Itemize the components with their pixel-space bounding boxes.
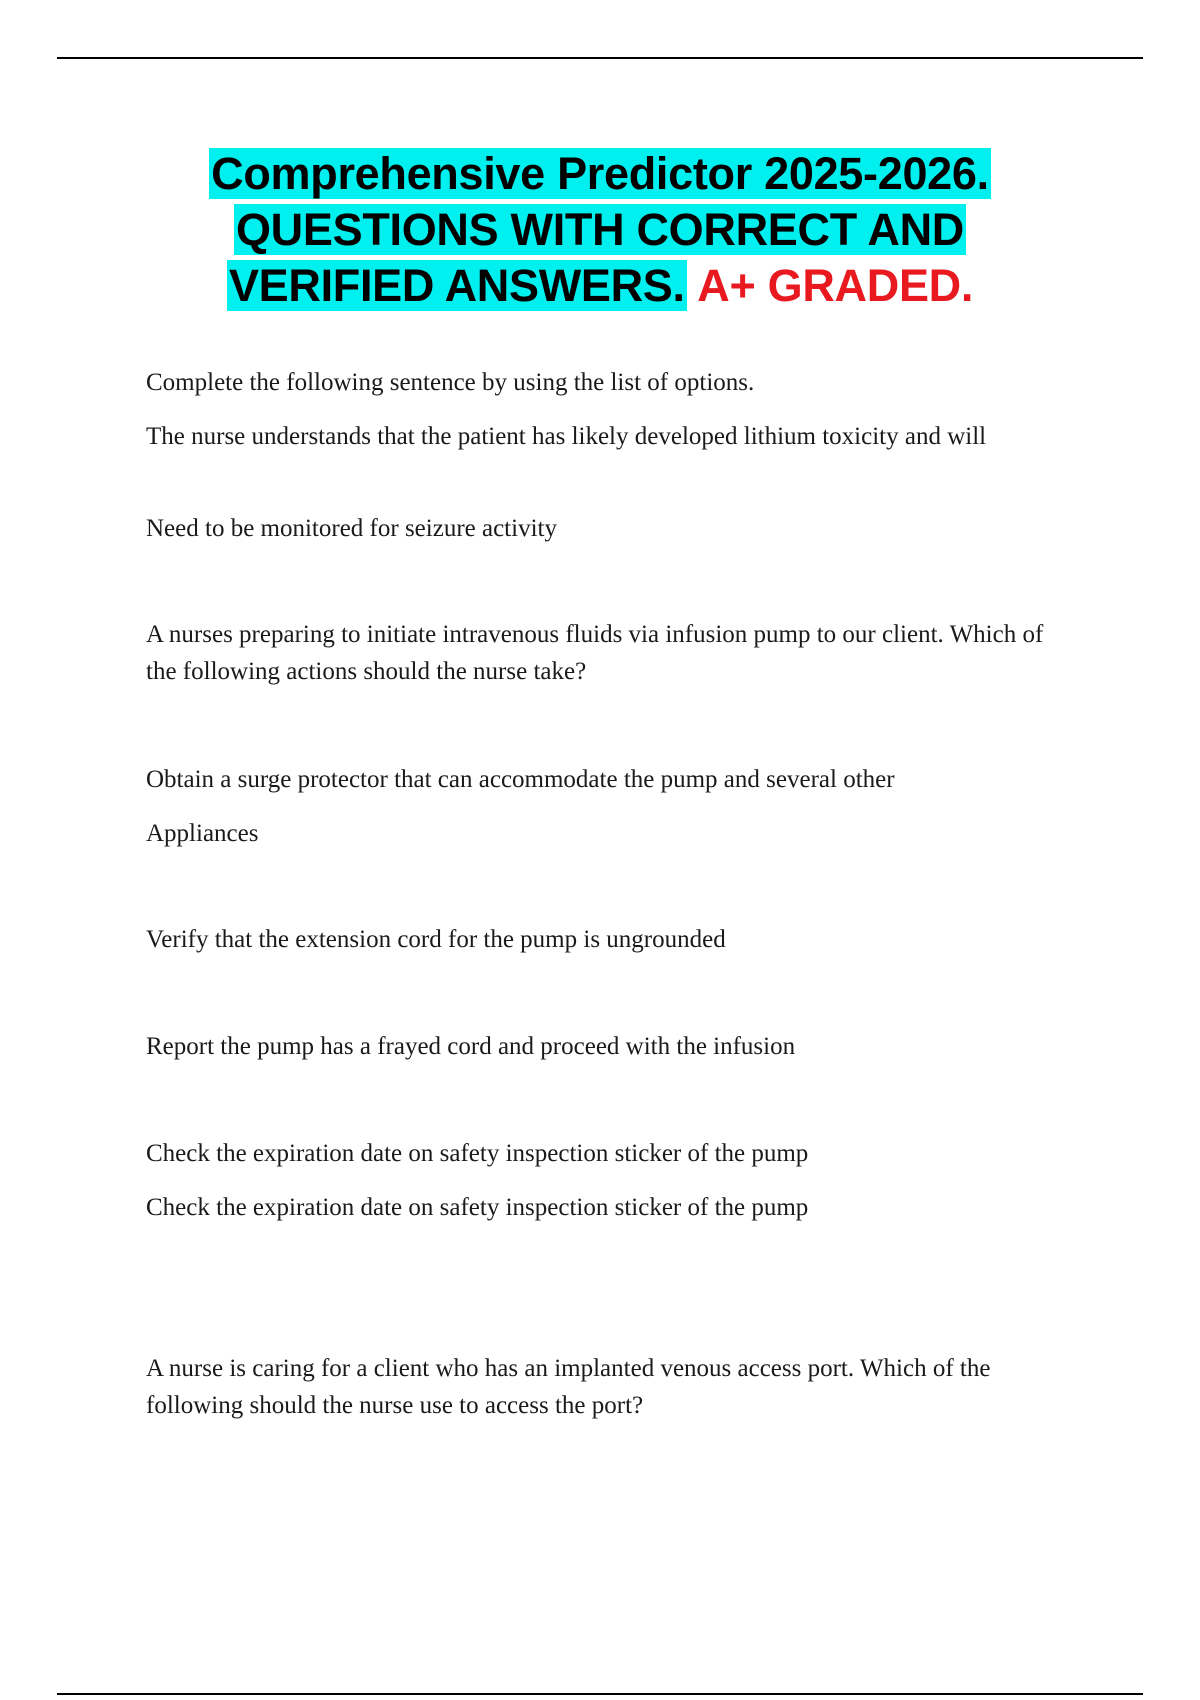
footer-rule	[57, 1693, 1143, 1695]
paragraph-option-2: Verify that the extension cord for the pump is ungrounded	[146, 926, 726, 953]
header-rule	[57, 57, 1143, 59]
grade-label: A+ GRADED.	[697, 260, 974, 311]
paragraph-question-3: A nurse is caring for a client who has an implanted venous access port. Which of the following should the nurse use to access the port?	[146, 1355, 991, 1419]
paragraph-option-3: Report the pump has a frayed cord and proceed with the infusion	[146, 1033, 796, 1060]
paragraph-option-1-cont: Appliances	[146, 820, 259, 847]
title-line-3: VERIFIED ANSWERS.	[228, 260, 685, 311]
paragraph-instruction: Complete the following sentence by using the list of options.	[146, 369, 755, 396]
paragraph-question-2: A nurses preparing to initiate intravenous fluids via infusion pump to our client. Which of the following actions should the nurse take?	[146, 621, 1044, 685]
paragraph-option-4: Check the expiration date on safety inspection sticker of the pump	[146, 1140, 809, 1167]
title-line-1: Comprehensive Predictor 2025-2026.	[211, 148, 989, 199]
title-line-2: QUESTIONS WITH CORRECT AND	[235, 204, 965, 255]
paragraph-answer-1: Need to be monitored for seizure activity	[146, 515, 557, 542]
paragraph-question-1: The nurse understands that the patient has likely developed lithium toxicity and will	[146, 423, 987, 450]
document-title	[0, 146, 1200, 314]
paragraph-option-1: Obtain a surge protector that can accommodate the pump and several other	[146, 766, 895, 793]
paragraph-answer-2: Check the expiration date on safety inspection sticker of the pump	[146, 1194, 809, 1221]
